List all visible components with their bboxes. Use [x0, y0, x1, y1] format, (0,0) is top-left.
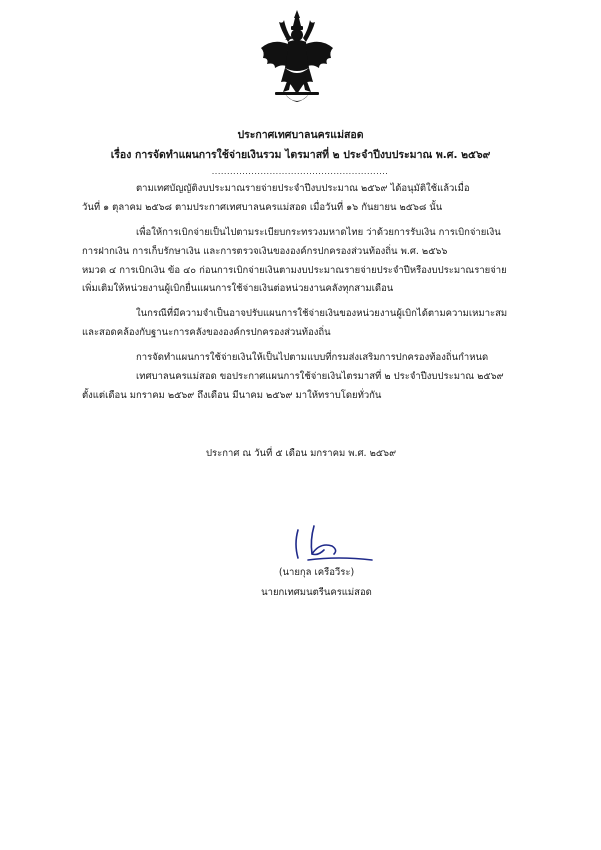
announcement-date: ประกาศ ณ วันที่ ๕ เดือน มกราคม พ.ศ. ๒๕๖๙: [206, 448, 397, 459]
body-line-5: หมวด ๔ การเบิกเงิน ข้อ ๔๐ ก่อนการเบิกจ่ายเงินตามงบประมาณรายจ่ายประจำปีหรืองบประมาณรายจ่าย: [82, 265, 507, 276]
body-line-7: ในกรณีที่มีความจำเป็นอาจปรับแผนการใช้จ่ายเงินของหน่วยงานผู้เบิกได้ตามความเหมาะสม: [136, 308, 508, 319]
body-line-6: เพิ่มเติมให้หน่วยงานผู้เบิกยื่นแผนการใช้จ่ายเงินต่อหน่วยงานคลังทุกสามเดือน: [82, 283, 394, 294]
title-separator: ..........................................................: [211, 167, 389, 176]
signature-image: [288, 520, 378, 566]
body-line-8: และสอดคล้องกับฐานะการคลังขององค์กรปกครองส่วนท้องถิ่น: [82, 327, 331, 338]
body-line-3: เพื่อให้การเบิกจ่ายเป็นไปตามระเบียบกระทรวงมหาดไทย ว่าด้วยการรับเงิน การเบิกจ่ายเงิน: [136, 227, 501, 238]
body-line-4: การฝากเงิน การเก็บรักษาเงิน และการตรวจเงินขององค์กรปกครองส่วนท้องถิ่น พ.ศ. ๒๕๖๖: [82, 246, 448, 257]
signer-position: นายกเทศมนตรีนครแม่สอด: [261, 587, 372, 598]
garuda-emblem-icon: [255, 8, 339, 108]
body-line-9: การจัดทำแผนการใช้จ่ายเงินให้เป็นไปตามแบบที่กรมส่งเสริมการปกครองท้องถิ่นกำหนด: [136, 352, 489, 363]
body-line-2: วันที่ ๑ ตุลาคม ๒๕๖๘ ตามประกาศเทศบาลนครแม่สอด เมื่อวันที่ ๑๖ กันยายน ๒๕๖๘ นั้น: [82, 202, 443, 213]
signer-name: (นายกุล เครือวีระ): [278, 567, 355, 578]
body-line-1: ตามเทศบัญญัติงบประมาณรายจ่ายประจำปีงบประมาณ ๒๕๖๙ ได้อนุมัติใช้แล้วเมื่อ: [136, 183, 470, 194]
announcement-issuer: ประกาศเทศบาลนครแม่สอด: [237, 129, 364, 141]
body-line-10: เทศบาลนครแม่สอด ขอประกาศแผนการใช้จ่ายเงินไตรมาสที่ ๒ ประจำปีงบประมาณ ๒๕๖๙: [136, 371, 504, 382]
body-line-11: ตั้งแต่เดือน มกราคม ๒๕๖๙ ถึงเดือน มีนาคม ๒๕๖๙ มาให้ทราบโดยทั่วกัน: [82, 390, 382, 401]
announcement-subject: เรื่อง การจัดทำแผนการใช้จ่ายเงินรวม ไตรมาสที่ ๒ ประจำปีงบประมาณ พ.ศ. ๒๕๖๙: [110, 149, 491, 161]
